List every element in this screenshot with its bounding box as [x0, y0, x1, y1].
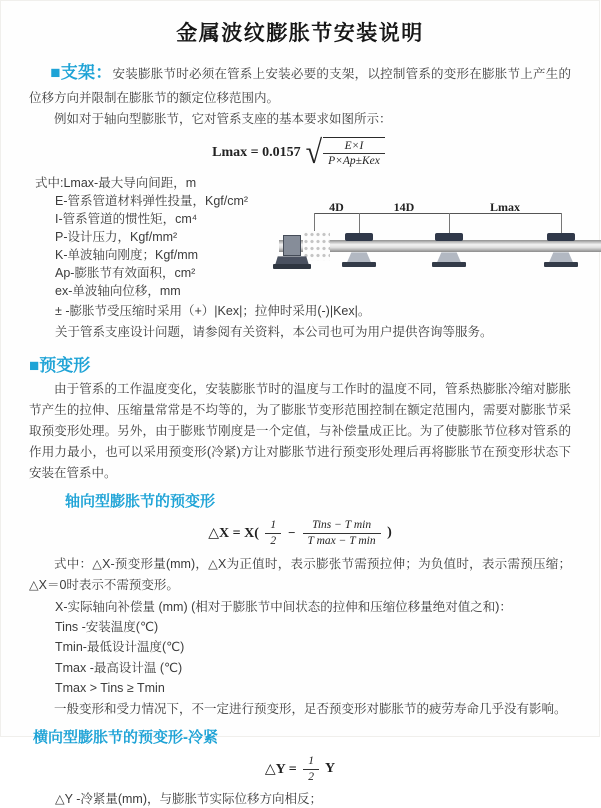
definition-line: 式中:Lmax-最大导向间距，m — [35, 176, 197, 191]
axial-definition-line: Tmax -最高设计温 (℃) — [55, 660, 183, 675]
axial-formula-fraction-temp — [303, 518, 381, 549]
support-section-heading: ■支架： — [50, 63, 113, 82]
lateral-formula-fraction — [303, 754, 319, 785]
axial-explain-paragraph: 式中：△X-预变形量(mm)，△X为正值时，表示膨张节需预拉伸；为负值时，表示需预压缩；△X＝0时表示不需预变形。 — [29, 556, 571, 592]
support-cap — [345, 233, 373, 241]
support-intro-paragraph — [29, 59, 571, 109]
fraction-denominator: 2 — [308, 770, 314, 783]
support-base — [432, 262, 466, 267]
dim-label-4d: 4D — [329, 200, 344, 215]
fraction-denominator: 2 — [270, 534, 277, 547]
fraction-numerator: E×I — [323, 139, 385, 155]
anchor-base-icon — [273, 264, 311, 269]
pipe-support-diagram — [279, 200, 601, 300]
lmax-formula-lhs: Lmax = 0.0157 — [212, 144, 301, 160]
dim-label-lmax: Lmax — [490, 200, 520, 215]
fraction-numerator: Tins − T min — [303, 518, 381, 534]
predeform-section-heading: ■预变形 — [29, 355, 91, 375]
axial-note: 一般变形和受力情况下，不一定进行预变形，足否预变形对膨胀节的疲劳寿命几乎没有影响。 — [54, 702, 567, 717]
guide-support-icon — [544, 233, 578, 268]
sqrt-sign: √ — [305, 134, 323, 172]
page-title: 金属波纹膨胀节安装说明 — [176, 22, 424, 45]
support-cap — [547, 233, 575, 241]
plusminus-note: ± -膨胀节受压缩时采用（+）|Kex|；拉伸时采用(-)|Kex|。 — [55, 304, 371, 319]
dimension-line — [314, 213, 561, 214]
lateral-formula-rhs: Y — [322, 761, 336, 777]
lateral-formula-lhs: △Y = — [264, 761, 301, 777]
definition-line: E-管系管道材料弹性投量，Kgf/cm² — [55, 194, 249, 209]
support-intro-text: 安装膨胀节时必须在管系上安装必要的支架，以控制管系的变形在膨胀节上产生的位移方向并限制在膨胀节的额定位移范围内。 — [29, 67, 571, 105]
support-pedestal — [347, 252, 371, 262]
axial-formula-fraction-half — [265, 518, 281, 549]
fraction-numerator: 1 — [265, 518, 281, 534]
definition-line: ex-单波轴向位移，mm — [55, 284, 181, 299]
fraction-denominator: P×Ap±Kex — [328, 155, 380, 168]
support-pedestal — [549, 252, 573, 262]
bellows-icon — [303, 231, 330, 261]
minus-operator: − — [288, 525, 296, 541]
axial-formula-lhs: △X = X( — [208, 525, 263, 541]
lateral-formula — [29, 754, 571, 785]
anchor-support-icon — [283, 235, 301, 256]
support-base — [544, 262, 578, 267]
support-pedestal — [437, 252, 461, 262]
dim-label-14d: 14D — [393, 200, 415, 215]
lmax-formula — [29, 134, 571, 172]
definition-line: P-设计压力，Kgf/mm² — [55, 230, 178, 245]
guide-support-icon — [342, 233, 376, 268]
guide-support-icon — [432, 233, 466, 268]
lateral-subheading: 横向型膨胀节的预变形-冷紧 — [33, 729, 218, 747]
symbol-definitions-list — [29, 174, 279, 300]
axial-definition-line: X-实际轴向补偿量 (mm) (相对于膨胀节中间状态的拉伸和压缩位移量绝对值之和)： — [55, 599, 512, 614]
axial-definition-line: Tmax > Tins ≥ Tmin — [55, 680, 165, 695]
definition-line: Ap-膨胀节有效面积，cm² — [55, 266, 196, 281]
fraction-denominator: T max − T min — [307, 534, 376, 547]
axial-formula-rhs: ) — [383, 525, 392, 541]
definition-line: K-单波轴向刚度；Kgf/mm — [55, 248, 199, 263]
axial-definition-line: Tmin-最低设计温度(℃) — [55, 640, 185, 655]
axial-formula — [29, 518, 571, 549]
axial-subheading: 轴向型膨胀节的预变形 — [65, 492, 216, 510]
support-base — [342, 262, 376, 267]
lateral-note: △Y -冷紧量(mm)，与膨胀节实际位移方向相反； — [55, 791, 323, 806]
predeform-paragraph: 由于管系的工作温度变化，安装膨胀节时的温度与工作时的温度不同，管系热膨胀冷缩对膨胀节产生的拉伸、压缩量常常是不均等的，为了膨胀节变形范围控制在额定范围内，需要对膨胀节采取预变形处理。另外，由于膨账节刚度是一个定值，与补偿量成正比。为了使膨胀节位移对管系的作用力最小，也可以采用预变形(冷紧)方让对膨胀节进行预变形处理后再将膨胀节在预变形状态下安装在管系中。 — [29, 381, 571, 480]
support-cap — [435, 233, 463, 241]
fraction-numerator: 1 — [303, 754, 319, 770]
axial-definition-line: Tins -安装温度(℃) — [55, 620, 159, 635]
consult-note: 关于管系支座设计问题，请参阅有关资料，本公司也可为用户提供咨询等服务。 — [55, 324, 493, 339]
support-example-line: 例如对于轴向型膨胀节，它对管系支座的基本要求如图所示： — [54, 111, 392, 126]
definitions-and-diagram-row — [29, 174, 571, 300]
lmax-formula-fraction — [323, 137, 385, 170]
definition-line: I-管系管道的惯性矩，cm⁴ — [55, 212, 198, 227]
